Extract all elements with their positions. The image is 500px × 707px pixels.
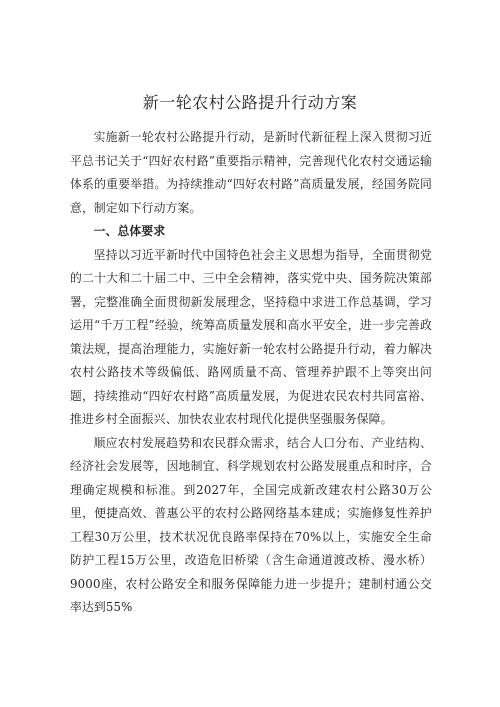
section-paragraph-1: 坚持以习近平新时代中国特色社会主义思想为指导，全面贯彻党的二十大和二十届二中、三中全会精神，落实党中央、国务院决策部署，完整准确全面贯彻新发展理念，坚持稳中求进工作总基调，学习运用“千万工程”经验，统筹高质量发展和高水平安全，进一步完善政策法规，提高治理能力，实施好新一轮农村公路提升行动，着力解决农村公路技术等级偏低、路网质量不高、管理养护跟不上等突出问题，持续推动“四好农村路”高质量发展，为促进农民农村共同富裕、推进乡村全面振兴、加快农业农村现代化提供坚强服务保障。 bbox=[70, 247, 432, 426]
document-body bbox=[70, 126, 432, 620]
document-title: 新一轮农村公路提升行动方案 bbox=[142, 93, 358, 112]
section-heading-general-requirements: 一、总体要求 bbox=[93, 224, 166, 238]
intro-paragraph: 实施新一轮农村公路提升行动，是新时代新征程上深入贯彻习近平总书记关于“四好农村路”重要指示精神，完善现代化农村交通运输体系的重要举措。为持续推动“四好农村路”高质量发展，经国务院同意，制定如下行动方案。 bbox=[70, 130, 432, 215]
section-paragraph-2: 顺应农村发展趋势和农民群众需求，结合人口分布、产业结构、经济社会发展等，因地制宜、科学规划农村公路发展重点和时序，合理确定规模和标准。到2027年，全国完成新改建农村公路30万公里，便捷高效、普惠公平的农村公路网络基本建成；实施修复性养护工程30万公里，技术状况优良路率保持在70%以上，实施安全生命防护工程15万公里，改造危旧桥梁（含生命通道渡改桥、漫水桥）9000座，农村公路安全和服务保障能力进一步提升；建制村通公交率达到55% bbox=[70, 435, 432, 614]
